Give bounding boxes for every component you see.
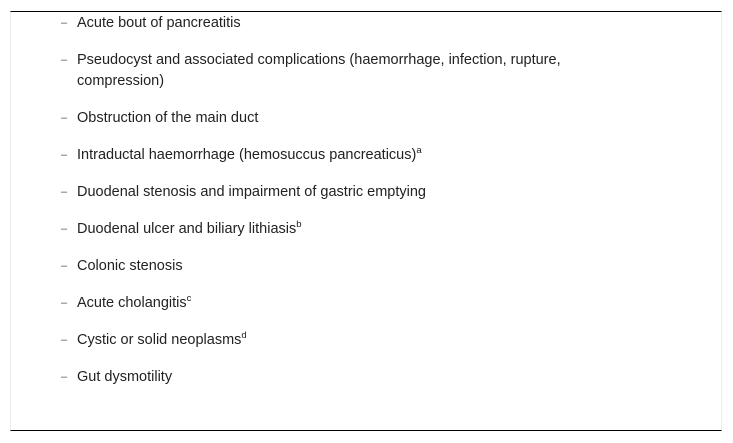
list-item-text: Colonic stenosis <box>77 258 183 274</box>
list-item <box>61 182 621 203</box>
dash-bullet: – <box>61 186 68 198</box>
list-item-text: Acute bout of pancreatitis <box>77 15 241 31</box>
list-item-text: Gut dysmotility <box>77 369 173 385</box>
list-item <box>61 13 621 34</box>
list-item <box>61 145 621 166</box>
complications-table <box>10 11 722 431</box>
list-item <box>61 293 621 314</box>
dash-bullet: – <box>61 149 68 161</box>
list-item-text: Intraductal haemorrhage (hemosuccus pancreaticus) <box>77 147 417 163</box>
footnote-marker: d <box>241 330 247 341</box>
dash-bullet: – <box>61 334 68 346</box>
dash-bullet: – <box>61 54 68 66</box>
dash-bullet: – <box>61 223 68 235</box>
dash-bullet: – <box>61 297 68 309</box>
list-item <box>61 50 621 92</box>
list-item-text: Duodenal stenosis and impairment of gastric emptying <box>77 184 426 200</box>
footnote-marker: b <box>296 219 302 230</box>
dash-bullet: – <box>61 260 68 272</box>
footnote-marker: c <box>186 293 192 304</box>
list-item <box>61 367 621 388</box>
list-item-text: Pseudocyst and associated complications (haemorrhage, infection, rupture, compression) <box>77 52 561 89</box>
list-item <box>61 219 621 240</box>
dash-bullet: – <box>61 112 68 124</box>
list-item-text: Obstruction of the main duct <box>77 110 259 126</box>
dash-bullet: – <box>61 371 68 383</box>
dash-bullet: – <box>61 17 68 29</box>
list-item-text: Duodenal ulcer and biliary lithiasis <box>77 221 297 237</box>
list-item <box>61 330 621 351</box>
list-item <box>61 108 621 129</box>
list-item <box>61 256 621 277</box>
footnote-marker: a <box>416 145 422 156</box>
list-item-text: Cystic or solid neoplasms <box>77 332 242 348</box>
list-item-text: Acute cholangitis <box>77 295 187 311</box>
